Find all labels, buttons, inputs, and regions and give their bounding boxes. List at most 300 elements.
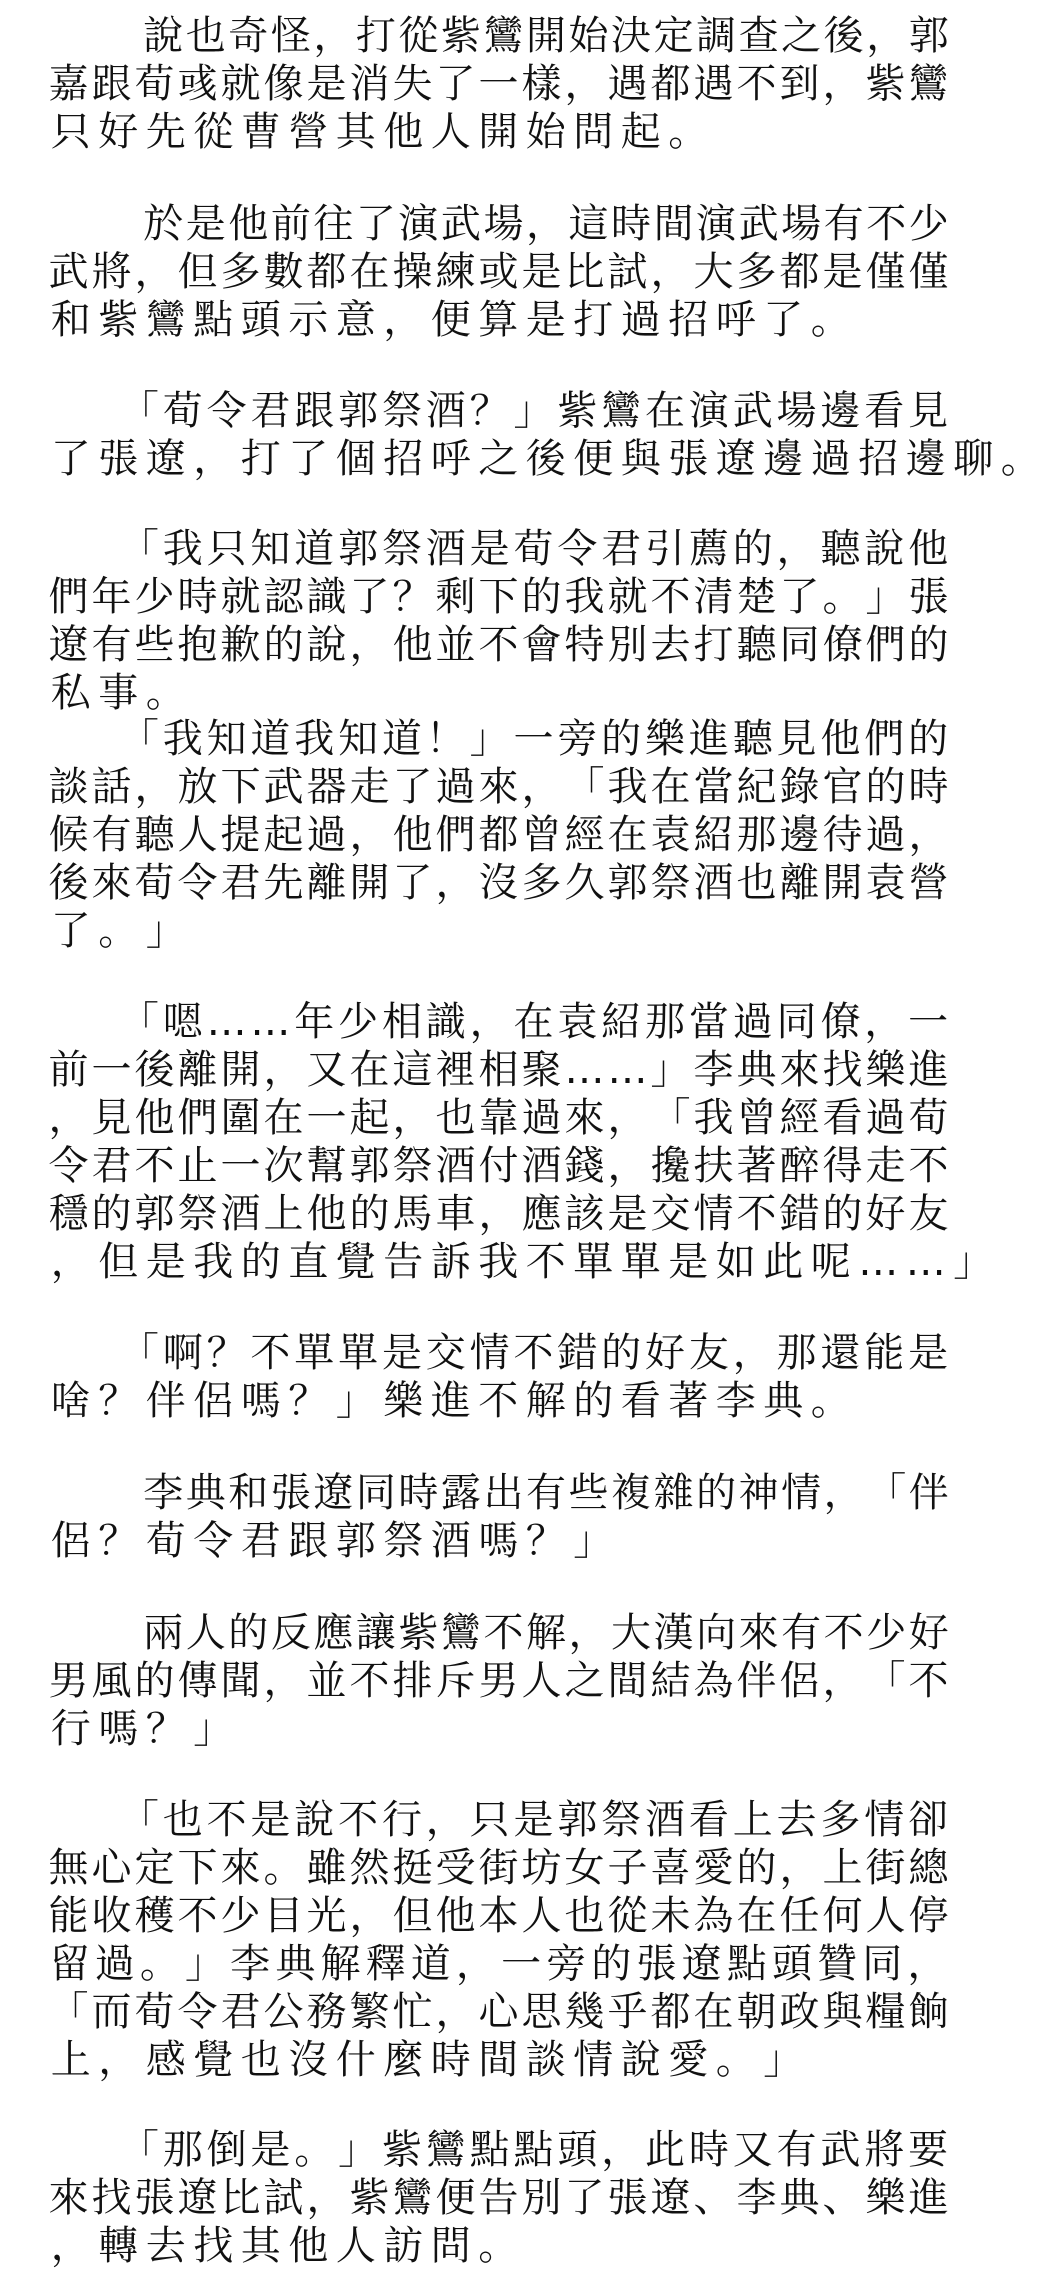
glyph: 呼 — [430, 436, 471, 482]
glyph: 李 — [736, 2175, 777, 2221]
glyph: 贊 — [817, 1941, 858, 1987]
glyph: 是 — [908, 1330, 949, 1376]
glyph: 器 — [306, 764, 347, 810]
glyph: 張 — [636, 1941, 677, 1987]
glyph: 過 — [810, 436, 851, 482]
glyph: 並 — [435, 622, 476, 668]
glyph: ， — [455, 1941, 496, 1987]
glyph: 得 — [822, 1143, 863, 1189]
glyph: 荀 — [134, 61, 175, 107]
glyph: 鸞 — [392, 2175, 433, 2221]
glyph: 的 — [573, 1378, 614, 1424]
glyph: 單 — [338, 1330, 379, 1376]
glyph: 侶 — [193, 1378, 234, 1424]
glyph: 營 — [908, 860, 949, 906]
glyph: 遇 — [607, 61, 648, 107]
glyph: 著 — [668, 1378, 709, 1424]
glyph: 後 — [48, 860, 89, 906]
glyph: 鸞 — [908, 61, 949, 107]
glyph: ， — [134, 764, 175, 810]
glyph: 打 — [355, 13, 396, 59]
glyph: 「 — [865, 1658, 906, 1704]
glyph: 但 — [98, 1239, 139, 1285]
glyph: 別 — [521, 2175, 562, 2221]
glyph: 是 — [668, 1239, 709, 1285]
glyph: 話 — [91, 764, 132, 810]
glyph: ， — [98, 2037, 139, 2083]
glyph: ， — [134, 249, 175, 295]
glyph: 令 — [177, 1989, 218, 2035]
glyph: 是 — [521, 249, 562, 295]
glyph: 「 — [118, 1797, 159, 1843]
glyph: 在 — [513, 999, 554, 1045]
glyph: 下 — [220, 764, 261, 810]
glyph: 荀 — [513, 526, 554, 572]
glyph: 會 — [521, 622, 562, 668]
glyph: 離 — [177, 1047, 218, 1093]
glyph: 神 — [738, 1470, 779, 1516]
glyph: 喜 — [650, 1845, 691, 1891]
glyph: 街 — [865, 1845, 906, 1891]
glyph: 人 — [430, 109, 471, 155]
glyph: 道 — [294, 526, 335, 572]
glyph: 「 — [866, 1470, 907, 1516]
glyph: 的 — [908, 622, 949, 668]
glyph: 伴 — [145, 1378, 186, 1424]
glyph: 始 — [568, 13, 609, 59]
glyph: 的 — [591, 1941, 632, 1987]
glyph: 人 — [335, 2223, 376, 2269]
glyph: 酒 — [645, 1797, 685, 1843]
glyph: 單 — [294, 1330, 335, 1376]
glyph: … — [905, 1239, 946, 1285]
glyph: ， — [48, 1095, 89, 1141]
glyph: 相 — [478, 1047, 519, 1093]
glyph: 君 — [240, 1518, 281, 1564]
glyph: 談 — [525, 2037, 566, 2083]
glyph: 聽 — [732, 716, 773, 762]
glyph: … — [858, 1239, 899, 1285]
glyph: 開 — [525, 13, 566, 59]
glyph: 能 — [864, 1330, 905, 1376]
glyph: 麼 — [383, 2037, 424, 2083]
glyph: 的 — [822, 1191, 863, 1237]
glyph: 看 — [688, 1797, 729, 1843]
glyph: ， — [306, 2175, 347, 2221]
glyph: 「 — [118, 1330, 159, 1376]
glyph: 打 — [573, 297, 614, 343]
glyph: 聞 — [220, 1658, 261, 1704]
glyph: 著 — [736, 1143, 777, 1189]
glyph: 聽 — [820, 526, 861, 572]
glyph: 抱 — [177, 622, 218, 668]
glyph: 李 — [230, 1941, 271, 1987]
glyph: 他 — [383, 109, 424, 155]
glyph: 待 — [822, 812, 863, 858]
glyph: 紫 — [381, 2127, 422, 2173]
glyph: 傳 — [177, 1658, 218, 1704]
glyph: 去 — [776, 1797, 817, 1843]
glyph: 、 — [693, 2175, 734, 2221]
glyph: 走 — [349, 764, 390, 810]
glyph: 未 — [650, 1893, 691, 1939]
glyph: 離 — [779, 860, 820, 906]
glyph: 遼 — [177, 2175, 218, 2221]
glyph: 令 — [557, 526, 598, 572]
glyph: 便 — [430, 297, 471, 343]
glyph: 解 — [320, 1941, 361, 1987]
glyph: 演 — [398, 201, 439, 247]
glyph: 道 — [381, 716, 422, 762]
glyph: 相 — [381, 999, 422, 1045]
glyph: ， — [435, 1989, 476, 2035]
glyph: 我 — [564, 574, 605, 620]
glyph: 他 — [228, 201, 269, 247]
glyph: 停 — [908, 1893, 949, 1939]
glyph: 君 — [91, 1143, 132, 1189]
glyph: 情 — [693, 1191, 734, 1237]
glyph: 張 — [908, 574, 949, 620]
glyph: 那 — [162, 2127, 203, 2173]
glyph: 曾 — [521, 812, 562, 858]
glyph: 間 — [478, 2037, 519, 2083]
glyph: 比 — [220, 2175, 261, 2221]
glyph: 紹 — [693, 812, 734, 858]
glyph: 鸞 — [425, 2127, 466, 2173]
glyph: 少 — [908, 201, 949, 247]
glyph: 就 — [220, 574, 261, 620]
glyph: 張 — [668, 436, 709, 482]
glyph: 不 — [650, 574, 691, 620]
glyph: 車 — [435, 1191, 476, 1237]
glyph: 去 — [650, 622, 691, 668]
glyph: 、 — [822, 2175, 863, 2221]
glyph: 看 — [864, 388, 905, 434]
glyph: 酒 — [425, 388, 466, 434]
glyph: 朝 — [736, 1989, 777, 2035]
glyph: 單 — [620, 1239, 661, 1285]
glyph: 來 — [478, 764, 519, 810]
glyph: 像 — [263, 61, 304, 107]
glyph: 告 — [383, 1239, 424, 1285]
glyph: 招 — [858, 436, 899, 482]
glyph: 。 — [715, 2037, 756, 2083]
glyph: 君 — [250, 388, 291, 434]
glyph: 找 — [193, 2223, 234, 2269]
glyph: ， — [521, 764, 562, 810]
glyph: 同 — [355, 1470, 396, 1516]
glyph: 荀 — [145, 1518, 186, 1564]
glyph: 我 — [478, 1239, 519, 1285]
glyph: 只 — [50, 109, 91, 155]
glyph: 風 — [91, 1658, 132, 1704]
glyph: 們 — [177, 1095, 218, 1141]
glyph: 結 — [650, 1658, 691, 1704]
glyph: 過 — [94, 1941, 135, 1987]
glyph: 見 — [908, 388, 949, 434]
glyph: 此 — [763, 1239, 804, 1285]
glyph: 這 — [568, 201, 609, 247]
glyph: 」 — [953, 1239, 994, 1285]
glyph: 有 — [91, 622, 132, 668]
glyph: 的 — [736, 1845, 777, 1891]
glyph: 武 — [820, 2127, 861, 2173]
glyph: 去 — [145, 2223, 186, 2269]
glyph: 邊 — [763, 436, 804, 482]
glyph: 大 — [611, 1610, 652, 1656]
glyph: 了 — [355, 201, 396, 247]
glyph: 和 — [228, 1470, 269, 1516]
glyph: 些 — [134, 622, 175, 668]
glyph: 的 — [91, 1191, 132, 1237]
glyph: 跟 — [91, 61, 132, 107]
glyph: 情 — [864, 1797, 905, 1843]
glyph: 行 — [381, 1797, 422, 1843]
glyph: 不 — [478, 622, 519, 668]
glyph: 「 — [48, 1989, 89, 2035]
glyph: 而 — [91, 1989, 132, 2035]
glyph: ， — [601, 2127, 642, 2173]
glyph: 消 — [349, 61, 390, 107]
glyph: ， — [607, 1143, 648, 1189]
glyph: 一 — [306, 1095, 347, 1141]
glyph: 在 — [349, 1047, 390, 1093]
glyph: 試 — [263, 2175, 304, 2221]
glyph: 別 — [607, 622, 648, 668]
glyph: 應 — [313, 1610, 354, 1656]
glyph: ？ — [206, 1330, 247, 1376]
glyph: 解 — [525, 1610, 566, 1656]
glyph: 彧 — [177, 61, 218, 107]
glyph: 上 — [263, 1191, 304, 1237]
glyph: 目 — [263, 1893, 304, 1939]
glyph: 們 — [865, 622, 906, 668]
glyph: 是 — [145, 1239, 186, 1285]
glyph: 」 — [185, 1941, 225, 1987]
glyph: 經 — [779, 1095, 820, 1141]
glyph: 之 — [781, 13, 822, 59]
glyph: 從 — [607, 1893, 648, 1939]
glyph: 行 — [50, 1706, 91, 1752]
glyph: 遼 — [681, 1941, 722, 1987]
glyph: 問 — [573, 109, 614, 155]
glyph: 在 — [645, 388, 685, 434]
glyph: 的 — [908, 716, 949, 762]
glyph: ？ — [145, 1706, 186, 1752]
glyph: 呢 — [810, 1239, 851, 1285]
glyph: 將 — [864, 2127, 905, 2173]
glyph: 情 — [573, 2037, 614, 2083]
glyph: ， — [349, 622, 390, 668]
glyph: 嘉 — [48, 61, 89, 107]
glyph: 「 — [118, 999, 159, 1045]
glyph: 些 — [568, 1470, 609, 1516]
glyph: 釋 — [365, 1941, 406, 1987]
glyph: 令 — [177, 860, 218, 906]
glyph: 。 — [1000, 436, 1041, 482]
glyph: 往 — [313, 201, 354, 247]
glyph: 時 — [177, 574, 218, 620]
glyph: 經 — [564, 812, 605, 858]
glyph: 何 — [822, 1893, 863, 1939]
glyph: 愛 — [693, 1845, 734, 1891]
glyph: 郭 — [335, 1518, 376, 1564]
glyph: 荀 — [162, 388, 203, 434]
glyph: … — [206, 999, 247, 1045]
glyph: 李 — [715, 1378, 756, 1424]
glyph: ？ — [288, 1378, 329, 1424]
glyph: ， — [383, 297, 424, 343]
glyph: 愛 — [668, 2037, 709, 2083]
glyph: 不 — [134, 1143, 175, 1189]
glyph: 示 — [288, 297, 329, 343]
glyph: 樂 — [865, 2175, 906, 2221]
glyph: 祭 — [601, 1797, 642, 1843]
glyph: 倒 — [206, 2127, 247, 2173]
glyph: 道 — [250, 716, 291, 762]
glyph: 點 — [513, 2127, 554, 2173]
glyph: 紫 — [865, 61, 906, 107]
glyph: ， — [732, 1330, 773, 1376]
glyph: 的 — [263, 622, 304, 668]
glyph: 始 — [525, 109, 566, 155]
glyph: 複 — [611, 1470, 652, 1516]
glyph: 並 — [306, 1658, 347, 1704]
glyph: 演 — [688, 388, 729, 434]
glyph: 招 — [383, 436, 424, 482]
glyph: 定 — [134, 1845, 175, 1891]
glyph: 。 — [294, 2127, 335, 2173]
glyph: 也 — [736, 860, 777, 906]
glyph: 都 — [650, 1989, 691, 2035]
glyph: 袁 — [865, 860, 906, 906]
glyph: 但 — [177, 249, 218, 295]
glyph: 。 — [98, 908, 139, 954]
glyph: 他 — [435, 1893, 476, 1939]
glyph: 付 — [478, 1143, 519, 1189]
glyph: 」 — [469, 716, 510, 762]
glyph: 好 — [865, 1191, 906, 1237]
glyph: 打 — [240, 436, 281, 482]
glyph: 武 — [732, 388, 773, 434]
glyph: 卻 — [908, 1797, 949, 1843]
glyph: 友 — [908, 1191, 949, 1237]
glyph: 同 — [776, 999, 817, 1045]
glyph: 那 — [736, 812, 777, 858]
glyph: 糧 — [865, 1989, 906, 2035]
glyph: 上 — [732, 1797, 773, 1843]
glyph: ， — [776, 526, 817, 572]
glyph: 又 — [306, 1047, 347, 1093]
glyph: 直 — [288, 1239, 329, 1285]
glyph: 務 — [306, 1989, 347, 2035]
glyph: ， — [568, 1610, 609, 1656]
glyph: 袁 — [650, 812, 691, 858]
glyph: 先 — [145, 109, 186, 155]
glyph: 不 — [478, 1378, 519, 1424]
glyph: 他 — [392, 622, 433, 668]
glyph: 說 — [864, 526, 905, 572]
glyph: 在 — [349, 249, 390, 295]
glyph: 是 — [381, 1330, 422, 1376]
glyph: 時 — [611, 201, 652, 247]
glyph: 鸞 — [483, 13, 524, 59]
glyph: 」 — [335, 1378, 376, 1424]
glyph: 令 — [48, 1143, 89, 1189]
glyph: 不 — [823, 1610, 864, 1656]
glyph: 只 — [206, 526, 247, 572]
glyph: 見 — [91, 1095, 132, 1141]
glyph: 李 — [693, 1047, 734, 1093]
glyph: 多 — [220, 249, 261, 295]
glyph: 點 — [469, 2127, 510, 2173]
glyph: 是 — [185, 201, 226, 247]
glyph: 好 — [908, 1610, 949, 1656]
glyph: 僅 — [865, 249, 906, 295]
glyph: 後 — [525, 436, 566, 482]
glyph: 酒 — [435, 1143, 476, 1189]
glyph: 找 — [822, 1047, 863, 1093]
glyph: 還 — [820, 1330, 861, 1376]
glyph: 我 — [162, 716, 203, 762]
glyph: 也 — [435, 1095, 476, 1141]
glyph: 知 — [250, 526, 291, 572]
glyph: 張 — [134, 2175, 175, 2221]
glyph: 前 — [270, 201, 311, 247]
glyph: 來 — [220, 1845, 261, 1891]
glyph: 」 — [338, 2127, 379, 2173]
glyph: 了 — [392, 860, 433, 906]
glyph: 就 — [607, 574, 648, 620]
glyph: 同 — [779, 622, 820, 668]
glyph: ， — [822, 1658, 863, 1704]
glyph: 過 — [435, 764, 476, 810]
glyph: 到 — [779, 61, 820, 107]
glyph: 」 — [573, 1518, 614, 1564]
glyph: 個 — [335, 436, 376, 482]
glyph: ， — [866, 13, 907, 59]
glyph: 剩 — [435, 574, 476, 620]
glyph: 解 — [525, 1378, 566, 1424]
glyph: 當 — [688, 999, 729, 1045]
glyph: 僚 — [822, 622, 863, 668]
glyph: 攙 — [650, 1143, 691, 1189]
glyph: 漢 — [653, 1610, 694, 1656]
glyph: 操 — [392, 249, 433, 295]
glyph: 武 — [48, 249, 89, 295]
glyph: 鸞 — [601, 388, 642, 434]
glyph: 。 — [263, 1845, 304, 1891]
glyph: 鸞 — [145, 297, 186, 343]
glyph: 一 — [478, 61, 519, 107]
glyph: 薦 — [688, 526, 729, 572]
glyph: 郭 — [338, 526, 379, 572]
glyph: 轉 — [98, 2223, 139, 2269]
glyph: 無 — [48, 1845, 89, 1891]
glyph: 邊 — [905, 436, 946, 482]
glyph: 露 — [440, 1470, 481, 1516]
glyph: 。 — [139, 1941, 180, 1987]
glyph: 出 — [483, 1470, 524, 1516]
glyph: 不 — [206, 1797, 247, 1843]
glyph: 頭 — [240, 297, 281, 343]
glyph: 開 — [349, 860, 390, 906]
glyph: 覺 — [335, 1239, 376, 1285]
glyph: 了 — [50, 908, 91, 954]
glyph: 袁 — [557, 999, 598, 1045]
glyph: 遼 — [313, 1470, 354, 1516]
glyph: 遼 — [650, 2175, 691, 2221]
